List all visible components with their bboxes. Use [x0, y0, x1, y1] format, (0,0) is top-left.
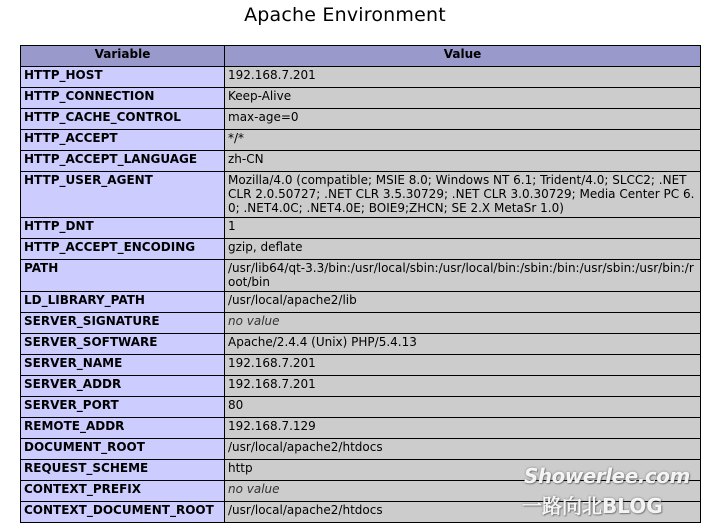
table-row	[21, 397, 701, 418]
apache-environment-table	[20, 45, 701, 523]
variable-value-cell: zh-CN	[225, 151, 701, 172]
variable-value-cell: Keep-Alive	[225, 88, 701, 109]
variable-value-cell: 192.168.7.129	[225, 418, 701, 439]
variable-name-cell: SERVER_SIGNATURE	[21, 313, 225, 334]
variable-value-cell: gzip, deflate	[225, 239, 701, 260]
variable-value-cell: 1	[225, 218, 701, 239]
variable-value-cell: /usr/local/apache2/lib	[225, 292, 701, 313]
variable-name-cell: REMOTE_ADDR	[21, 418, 225, 439]
variable-name-cell: PATH	[21, 260, 225, 292]
variable-value-cell: no value	[225, 481, 701, 502]
table-row	[21, 502, 701, 523]
table-row	[21, 355, 701, 376]
table-row	[21, 67, 701, 88]
variable-name-cell: HTTP_HOST	[21, 67, 225, 88]
variable-name-cell: HTTP_CACHE_CONTROL	[21, 109, 225, 130]
variable-name-cell: LD_LIBRARY_PATH	[21, 292, 225, 313]
watermark-site-text: Showerlee.com	[524, 464, 690, 488]
variable-value-cell: max-age=0	[225, 109, 701, 130]
table-row	[21, 88, 701, 109]
column-header-variable: Variable	[21, 46, 225, 67]
table-row	[21, 218, 701, 239]
table-row	[21, 130, 701, 151]
variable-name-cell: REQUEST_SCHEME	[21, 460, 225, 481]
variable-value-cell: 192.168.7.201	[225, 67, 701, 88]
variable-value-cell: http	[225, 460, 701, 481]
variable-value-cell: no value	[225, 313, 701, 334]
variable-name-cell: SERVER_PORT	[21, 397, 225, 418]
variable-value-cell: Mozilla/4.0 (compatible; MSIE 8.0; Windows NT 6.1; Trident/4.0; SLCC2; .NET CLR 2.0.50727; .NET CLR 3.5.30729; .NET CLR 3.0.30729; Media Center PC 6.0; .NET4.0C; .NET4.0E; BOIE9;ZHCN; SE 2.X MetaSr 1.0)	[225, 172, 701, 218]
variable-name-cell: SERVER_ADDR	[21, 376, 225, 397]
variable-value-cell: /usr/lib64/qt-3.3/bin:/usr/local/sbin:/usr/local/bin:/sbin:/bin:/usr/sbin:/usr/bin:/root/bin	[225, 260, 701, 292]
table-row	[21, 376, 701, 397]
table-row	[21, 239, 701, 260]
table-row	[21, 151, 701, 172]
table-row	[21, 260, 701, 292]
table-row	[21, 292, 701, 313]
variable-value-cell: /usr/local/apache2/htdocs	[225, 439, 701, 460]
variable-value-cell: */*	[225, 130, 701, 151]
variable-name-cell: CONTEXT_DOCUMENT_ROOT	[21, 502, 225, 523]
variable-value-cell: 192.168.7.201	[225, 355, 701, 376]
table-header-row	[21, 46, 701, 67]
table-row	[21, 439, 701, 460]
variable-name-cell: SERVER_SOFTWARE	[21, 334, 225, 355]
variable-name-cell: CONTEXT_PREFIX	[21, 481, 225, 502]
table-row	[21, 172, 701, 218]
variable-name-cell: HTTP_ACCEPT_LANGUAGE	[21, 151, 225, 172]
variable-value-cell: 80	[225, 397, 701, 418]
variable-name-cell: HTTP_ACCEPT	[21, 130, 225, 151]
watermark-blog-text: 一路向北BLOG	[522, 494, 663, 518]
table-body	[21, 67, 701, 523]
table-row	[21, 418, 701, 439]
column-header-value: Value	[225, 46, 701, 67]
variable-value-cell: 192.168.7.201	[225, 376, 701, 397]
variable-name-cell: HTTP_CONNECTION	[21, 88, 225, 109]
table-row	[21, 313, 701, 334]
page-title: Apache Environment	[244, 4, 446, 26]
variable-name-cell: SERVER_NAME	[21, 355, 225, 376]
variable-name-cell: HTTP_DNT	[21, 218, 225, 239]
table-row	[21, 334, 701, 355]
variable-name-cell: HTTP_USER_AGENT	[21, 172, 225, 218]
variable-name-cell: HTTP_ACCEPT_ENCODING	[21, 239, 225, 260]
table-row	[21, 481, 701, 502]
variable-name-cell: DOCUMENT_ROOT	[21, 439, 225, 460]
table-row	[21, 109, 701, 130]
table-row	[21, 460, 701, 481]
variable-value-cell: /usr/local/apache2/htdocs	[225, 502, 701, 523]
variable-value-cell: Apache/2.4.4 (Unix) PHP/5.4.13	[225, 334, 701, 355]
